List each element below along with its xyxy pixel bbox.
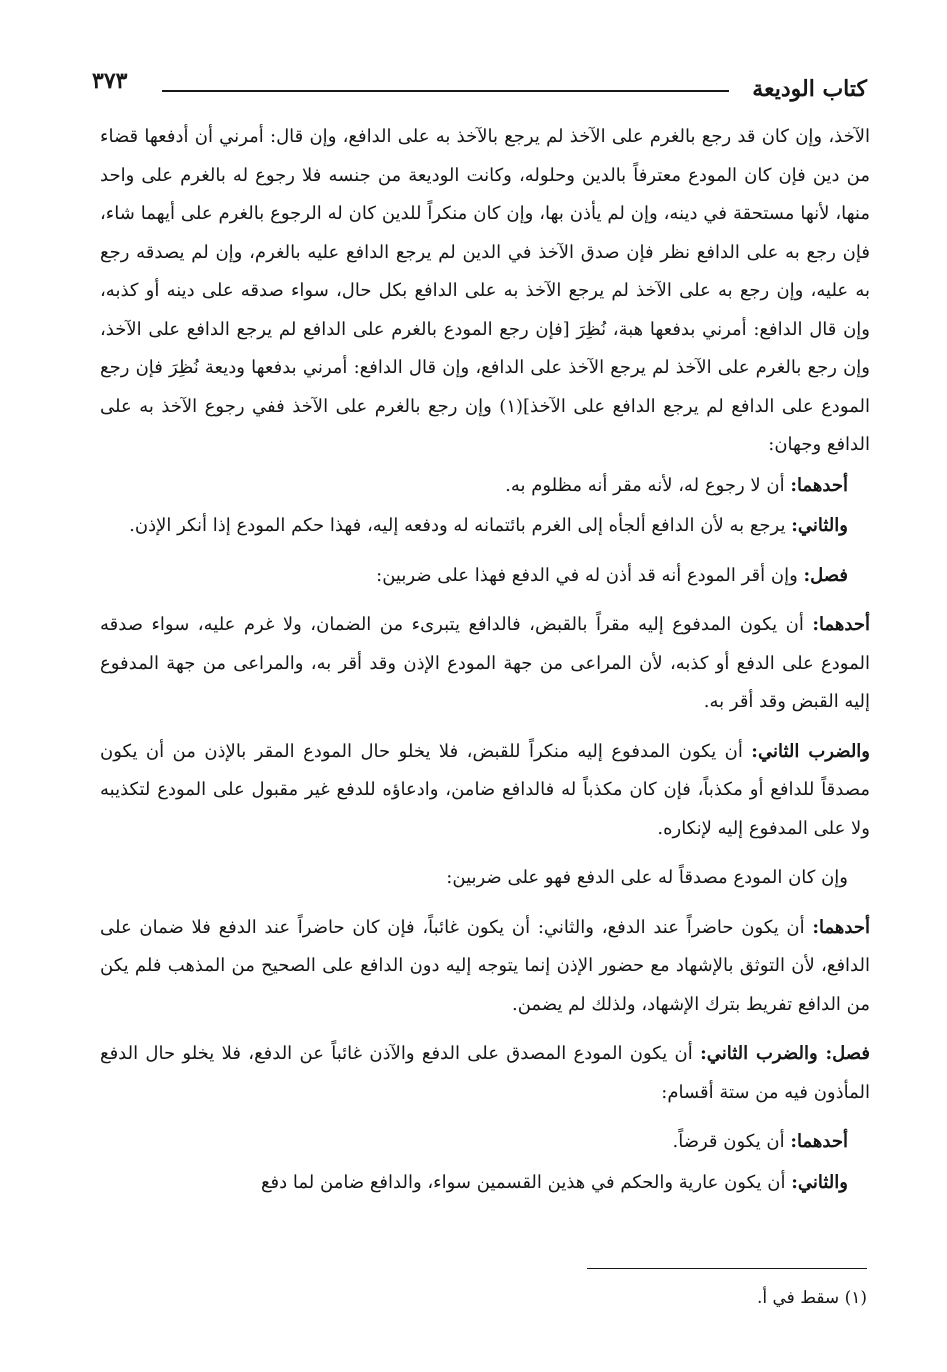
paragraph-text: أن لا رجوع له، لأنه مقر أنه مظلوم به. — [505, 474, 785, 496]
paragraph — [100, 909, 870, 1025]
paragraph — [100, 606, 870, 722]
paragraph-lead: أحدهما: — [812, 614, 870, 635]
paragraph-text: أن يكون حاضراً عند الدفع، والثاني: أن يكون غائباً، فإن كان حاضراً عند الدفع فلا ضمان على الدافع، لأن التوثق بالإشهاد مع حضور الإذن إنما يتوجه إليه دون الدافع على الصحيح من المذهب فلم يكن من الدافع تفريط بترك الإشهاد، ولذلك لم يضمن. — [100, 916, 870, 1015]
header-rule — [162, 90, 729, 92]
body-text — [100, 118, 870, 1202]
paragraph-text: الآخذ، وإن كان قد رجع بالغرم على الآخذ لم يرجع بالآخذ به على الدافع، وإن قال: أمرني أن أدفعها قضاء من دين فإن كان المودع معترفاً بالدين وحلوله، وكانت الوديعة من جنسه فلا رجوع له بالغرم على واحد منها، لأنها مستحقة في دينه، وإن لم يأذن بها، وإن كان منكراً للدين كان له الرجوع بالغرم على أيهما شاء، فإن رجع به على الدافع نظر فإن صدق الآخذ في الدين لم يرجع الدافع عليه بالغرم، وإن لم يصدقه رجع به عليه، وإن رجع به على الآخذ لم يرجع الآخذ به على الدافع بكل حال، سواء صدقه على دينه أو كذبه، وإن قال الدافع: أمرني بدفعها هبة، نُظِرَ [فإن رجع المودع بالغرم على الدافع لم يرجع الدافع على الآخذ، وإن رجع بالغرم على الآخذ لم يرجع الآخذ على الدافع، وإن قال الدافع: أمرني بدفعها وديعة نُظِرَ فإن رجع المودع على الدافع لم يرجع الدافع على الآخذ](١) وإن رجع بالغرم على الآخذ ففي رجوع الآخذ به على الدافع وجهان: — [100, 126, 871, 455]
paragraph-lead: والثاني: — [791, 1171, 848, 1193]
paragraph — [100, 467, 870, 506]
paragraph-lead: فصل: — [803, 564, 848, 586]
footnote: (١) سقط في أ. — [756, 1288, 867, 1308]
paragraph-lead: أحدهما: — [790, 474, 848, 496]
footnote-separator — [587, 1268, 867, 1269]
running-title: كتاب الوديعة — [752, 76, 867, 102]
paragraph — [100, 557, 870, 596]
paragraph-lead: أحدهما: — [790, 1131, 848, 1152]
paragraph-lead: والثاني: — [791, 515, 848, 536]
paragraph-text: أن يكون قرضاً. — [672, 1131, 785, 1152]
page-number: ٣٧٣ — [92, 68, 128, 94]
paragraph-lead: فصل: والضرب الثاني: — [700, 1043, 870, 1064]
paragraph — [100, 1164, 870, 1203]
paragraph-text: أن يكون عارية والحكم في هذين القسمين سواء، والدافع ضامن لما دفع — [260, 1171, 786, 1193]
paragraph-text: أن يكون المدفوع إليه منكراً للقبض، فلا يخلو حال المودع المقر بالإذن من أن يكون مصدقاً للدافع أو مكذباً، فإن كان مكذباً له فالدافع ضامن، وادعاؤه للدفع غير مقبول على المودع لتكذيبه ولا على المدفوع إليه لإنكاره. — [100, 740, 870, 839]
paragraph — [100, 507, 870, 546]
paragraph-text: يرجع به لأن الدافع ألجأه إلى الغرم بائتمانه له ودفعه إليه، فهذا حكم المودع إذا أنكر الإذن. — [129, 515, 786, 536]
paragraph — [100, 118, 870, 465]
paragraph-text: أن يكون المدفوع إليه مقراً بالقبض، فالدافع يتبرىء من الضمان، ولا غرم عليه، سواء صدقه المودع على الدفع أو كذبه، لأن المراعى من جهة المودع الإذن وقد أقر به، والمراعى من جهة المدفوع إليه القبض وقد أقر به. — [100, 614, 870, 712]
page-header — [92, 68, 867, 108]
paragraph — [100, 859, 870, 898]
paragraph — [100, 1035, 870, 1112]
paragraph — [100, 733, 870, 849]
paragraph-lead: أحدهما: — [812, 916, 870, 938]
paragraph — [100, 1123, 870, 1162]
paragraph-text: وإن أقر المودع أنه قد أذن له في الدفع فهذا على ضربين: — [376, 564, 798, 586]
paragraph-text: أن يكون المودع المصدق على الدفع والآذن غائباً عن الدفع، فلا يخلو حال الدفع المأذون فيه من ستة أقسام: — [100, 1043, 870, 1103]
paragraph-text: وإن كان المودع مصدقاً له على الدفع فهو على ضربين: — [446, 867, 848, 888]
paragraph-lead: والضرب الثاني: — [751, 740, 870, 762]
